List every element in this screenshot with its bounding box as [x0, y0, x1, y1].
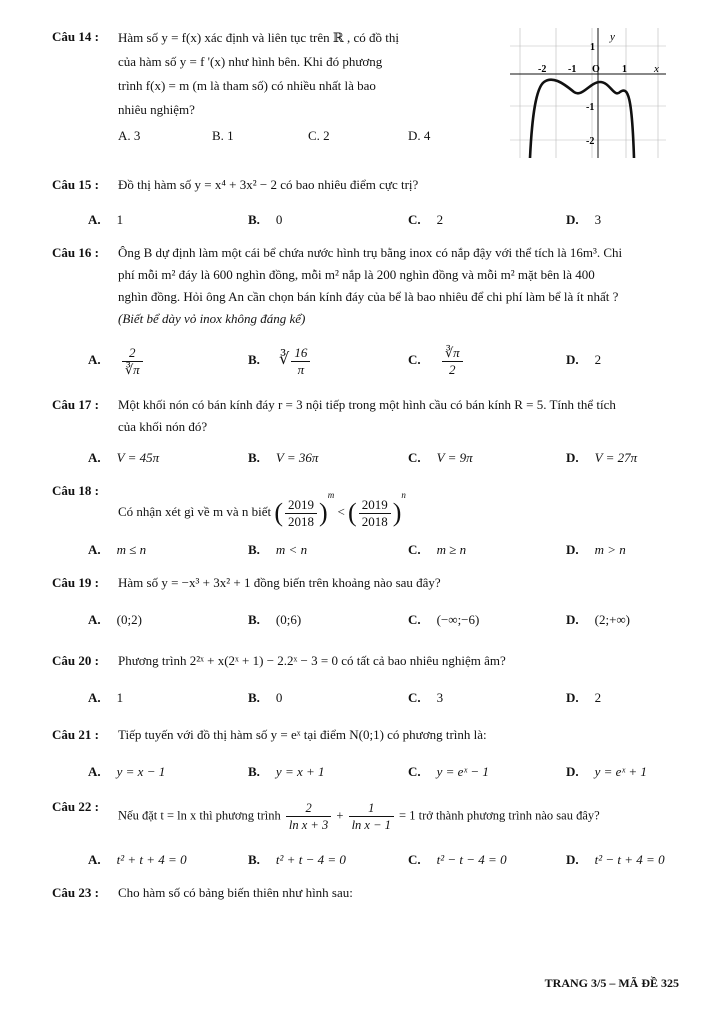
- question-label: Câu 22 :: [52, 799, 99, 814]
- question-text-line: (Biết bể dày vỏ inox không đáng kể): [118, 311, 306, 326]
- question-text: Tiếp tuyến với đồ thị hàm số y = eˣ tại điểm N(0;1) có phương trình là:: [118, 727, 487, 742]
- question-14-options: [118, 124, 448, 148]
- tick-label: -1: [586, 102, 595, 113]
- question-text: Cho hàm số có bảng biến thiên như hình sau:: [118, 885, 353, 900]
- option-d[interactable]: D. 2: [566, 352, 602, 367]
- question-23: [52, 882, 712, 904]
- question-text-line: nghìn đồng. Hỏi ông An cần chọn bán kính đáy của bể là bao nhiêu để chi phí làm bể là ít nhất ?: [118, 289, 619, 304]
- question-text-line: Ông B dự định làm một cái bể chứa nước hình trụ bằng inox có nắp đậy với thể tích là 16m³. Chi: [118, 245, 623, 260]
- option-b[interactable]: B. (0;6): [248, 612, 302, 627]
- option-a[interactable]: A. (0;2): [88, 612, 142, 627]
- option-b[interactable]: B. ∛ $\frac{16}{\pi}$: [248, 340, 312, 380]
- question-22: Câu 22 : Nếu đặt t = ln x thì phương trình $\frac{2}{\text{ln x + 3}}$ + $\frac{1}{\text{ln x − 1}}$ = 1 trở thành phương trình nào sau đây?: [52, 796, 712, 833]
- question-15-options: [88, 208, 708, 232]
- question-20: [52, 650, 712, 672]
- option-b[interactable]: B. 0: [248, 690, 283, 705]
- tick-label: 1: [622, 64, 627, 75]
- option-c[interactable]: C. V = 9π: [408, 450, 473, 465]
- option-c[interactable]: C. 2: [408, 212, 444, 227]
- option-a[interactable]: A. y = x − 1: [88, 764, 166, 779]
- option-d[interactable]: D. (2;+∞): [566, 612, 631, 627]
- question-label: Câu 23 :: [52, 885, 99, 900]
- question-label: Câu 18 :: [52, 483, 99, 498]
- option-d[interactable]: D. 3: [566, 212, 602, 227]
- question-text: Đồ thị hàm số y = x⁴ + 3x² − 2 có bao nhiêu điểm cực trị?: [118, 177, 419, 192]
- question-text-line: nhiêu nghiệm?: [118, 102, 195, 117]
- option-b[interactable]: B. 0: [248, 212, 283, 227]
- origin-label: O: [592, 64, 600, 75]
- option-c[interactable]: C. y = eˣ − 1: [408, 764, 489, 779]
- option-d[interactable]: D. 2: [566, 690, 602, 705]
- option-b[interactable]: B. t² + t − 4 = 0: [248, 852, 346, 867]
- tick-label: -2: [586, 136, 595, 147]
- option-c[interactable]: C. m ≥ n: [408, 542, 467, 557]
- question-text-line: Một khối nón có bán kính đáy r = 3 nội tiếp trong một hình cầu có bán kính R = 5. Tính thể tích: [118, 397, 616, 412]
- option-b[interactable]: B. V = 36π: [248, 450, 319, 465]
- option-a[interactable]: A. 3: [118, 128, 141, 143]
- question-text: Phương trình 2²ˣ + x(2ˣ + 1) − 2.2ˣ − 3 = 0 có tất cả bao nhiêu nghiệm âm?: [118, 653, 506, 668]
- option-d[interactable]: D. 4: [408, 128, 431, 143]
- option-b[interactable]: B. m < n: [248, 542, 308, 557]
- option-c[interactable]: C. $\frac{∛\pi}{2}$: [408, 340, 465, 380]
- question-label: Câu 20 :: [52, 653, 99, 668]
- question-text: Có nhận xét gì về m và n biết: [118, 504, 272, 519]
- option-b[interactable]: B. y = x + 1: [248, 764, 325, 779]
- question-19: [52, 572, 712, 594]
- question-label: Câu 15 :: [52, 177, 99, 192]
- tick-label: -2: [538, 64, 547, 75]
- option-a[interactable]: A. m ≤ n: [88, 542, 147, 557]
- option-c[interactable]: C. (−∞;−6): [408, 612, 480, 627]
- question-21-options: [88, 760, 708, 784]
- question-text-line: Hàm số y = f(x) xác định và liên tục trên ℝ , có đồ thị: [118, 30, 399, 45]
- option-a[interactable]: A. t² + t + 4 = 0: [88, 852, 187, 867]
- question-18: Câu 18 : Có nhận xét gì về m và n biết ( $\frac{2019}{2018}$ )$^m$ < ( $\frac{2019}{2018}$ )$^n$: [52, 480, 712, 530]
- question-18-options: [88, 538, 708, 562]
- option-c[interactable]: C. t² − t − 4 = 0: [408, 852, 507, 867]
- derivative-graph: [508, 26, 668, 160]
- tick-label: 1: [590, 42, 595, 53]
- question-22-options: [88, 848, 708, 872]
- question-20-options: [88, 686, 708, 710]
- option-c[interactable]: C. 2: [308, 128, 330, 143]
- question-21: [52, 724, 712, 746]
- y-axis-label: y: [610, 31, 615, 43]
- option-d[interactable]: D. t² − t + 4 = 0: [566, 852, 665, 867]
- option-a[interactable]: A. 1: [88, 212, 124, 227]
- question-16: [52, 242, 712, 330]
- x-axis-label: x: [654, 63, 659, 75]
- curve: [530, 80, 634, 158]
- page-footer: TRANG 3/5 – MÃ ĐỀ 325: [544, 976, 679, 990]
- option-a[interactable]: A. 1: [88, 690, 124, 705]
- option-d[interactable]: D. V = 27π: [566, 450, 638, 465]
- question-label: Câu 17 :: [52, 397, 99, 412]
- question-16-options: [88, 340, 708, 384]
- option-c[interactable]: C. 3: [408, 690, 444, 705]
- question-14: [52, 26, 452, 122]
- question-text: Nếu đặt t = ln x thì phương trình: [118, 808, 281, 823]
- option-a[interactable]: A. V = 45π: [88, 450, 160, 465]
- question-label: Câu 21 :: [52, 727, 99, 742]
- question-17-options: [88, 446, 708, 470]
- question-text-line: của hàm số y = f '(x) như hình bên. Khi đó phương: [118, 54, 383, 69]
- option-d[interactable]: D. y = eˣ + 1: [566, 764, 647, 779]
- option-b[interactable]: B. 1: [212, 128, 234, 143]
- option-d[interactable]: D. m > n: [566, 542, 626, 557]
- question-text: Hàm số y = −x³ + 3x² + 1 đồng biến trên khoảng nào sau đây?: [118, 575, 441, 590]
- question-label: Câu 19 :: [52, 575, 99, 590]
- question-label: Câu 14 :: [52, 29, 99, 44]
- question-label: Câu 16 :: [52, 245, 99, 260]
- option-a[interactable]: A. $\frac{2}{∛\pi}$: [88, 340, 145, 380]
- question-15: [52, 174, 712, 196]
- tick-label: -1: [568, 64, 577, 75]
- question-17: [52, 394, 712, 438]
- question-text-line: của khối nón đó?: [118, 419, 208, 434]
- question-text-line: trình f(x) = m (m là tham số) có nhiều nhất là bao: [118, 78, 376, 93]
- question-text-line: phí mỗi m² đáy là 600 nghìn đồng, mỗi m² nắp là 200 nghìn đồng và mỗi m² mặt bên là 400: [118, 267, 595, 282]
- question-19-options: [88, 608, 708, 632]
